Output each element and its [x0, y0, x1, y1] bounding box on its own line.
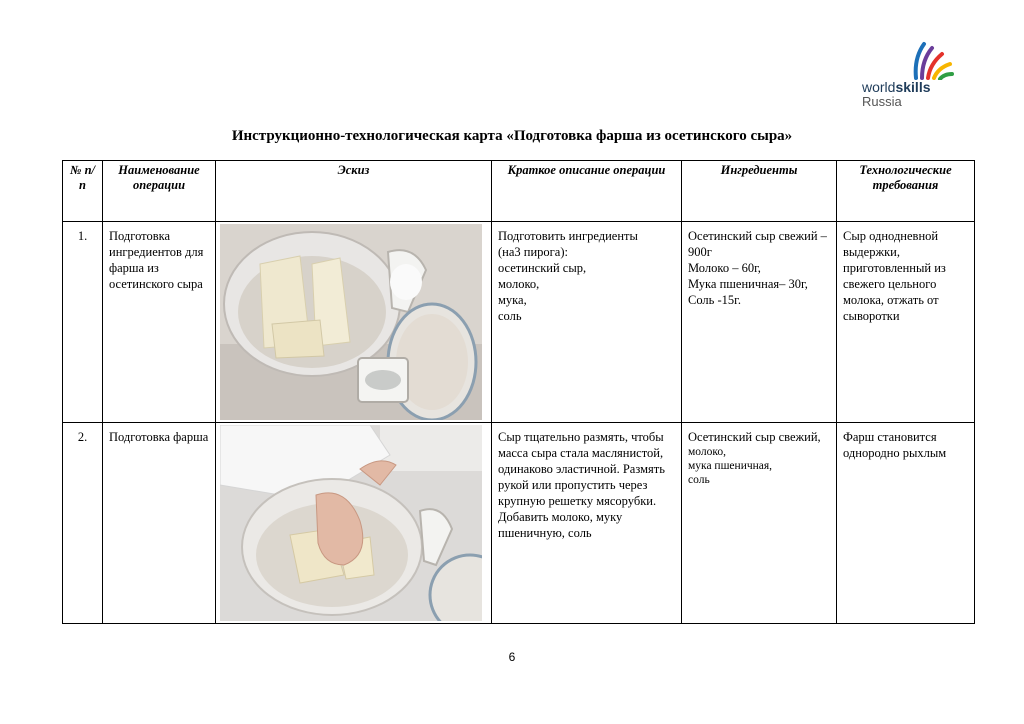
kneading-cheese-photo	[220, 425, 482, 621]
row-number: 2.	[63, 423, 103, 624]
worldskills-emblem-icon	[910, 40, 954, 80]
header-requirements: Технологические требования	[837, 161, 975, 222]
worldskills-logo	[858, 40, 958, 112]
ingredients-list: Осетинский сыр свежий, молоко, мука пшеничная, соль	[682, 423, 837, 624]
header-number: № п/п	[63, 161, 103, 222]
logo-skills: skills	[895, 79, 931, 95]
tech-card-table	[62, 160, 975, 624]
header-description: Краткое описание операции	[492, 161, 682, 222]
sketch-cell	[216, 423, 492, 624]
table-header-row	[63, 161, 975, 222]
logo-russia: Russia	[862, 94, 902, 109]
cheese-flour-milk-photo	[220, 224, 482, 420]
technological-requirements: Фарш становится однородно рыхлым	[837, 423, 975, 624]
row-number: 1.	[63, 222, 103, 423]
technological-requirements: Сыр однодневной выдержки, приготовленный из свежего цельного молока, отжать от сыворотки	[837, 222, 975, 423]
ingredients-list: Осетинский сыр свежий – 900г Молоко – 60г, Мука пшеничная– 30г, Соль -15г.	[682, 222, 837, 423]
operation-description: Сыр тщательно размять, чтобы масса сыра стала маслянистой, одинаково эластичной. Размять рукой или пропустить через крупную решетку мясорубки. Добавить молоко, муку пшеничную, соль	[492, 423, 682, 624]
logo-world: world	[862, 79, 896, 95]
header-sketch: Эскиз	[216, 161, 492, 222]
header-operation-name: Наименование операции	[103, 161, 216, 222]
sketch-cell	[216, 222, 492, 423]
operation-name: Подготовка ингредиентов для фарша из осетинского сыра	[103, 222, 216, 423]
table-row	[63, 222, 975, 423]
page-number: 6	[508, 650, 516, 664]
table-row	[63, 423, 975, 624]
operation-name: Подготовка фарша	[103, 423, 216, 624]
operation-description: Подготовить ингредиенты (на3 пирога): осетинский сыр, молоко, мука, соль	[492, 222, 682, 423]
header-ingredients: Ингредиенты	[682, 161, 837, 222]
page-title: Инструкционно-технологическая карта «Подготовка фарша из осетинского сыра»	[231, 128, 793, 144]
